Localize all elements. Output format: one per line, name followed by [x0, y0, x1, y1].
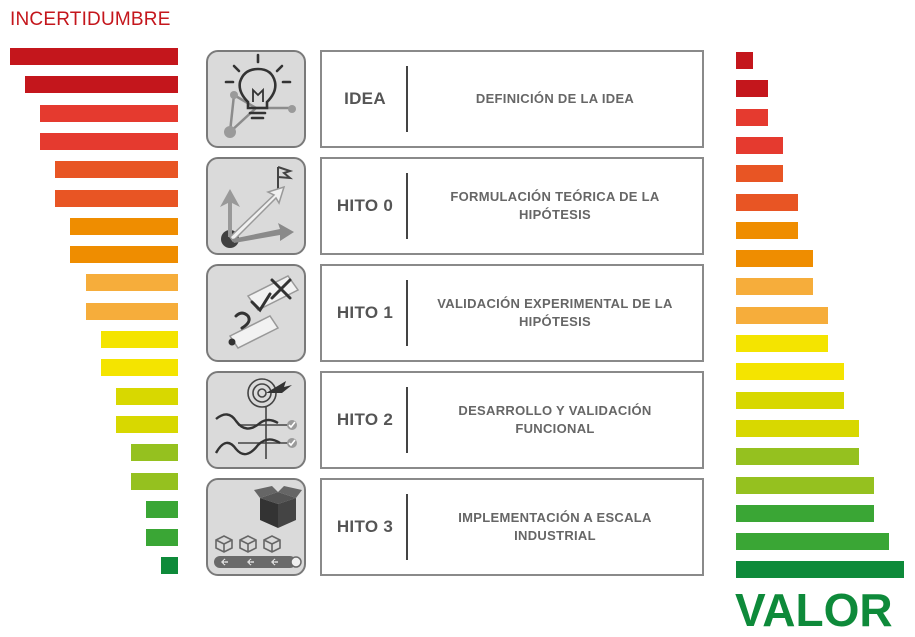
value-bar: [736, 561, 904, 578]
stage-description: DEFINICIÓN DE LA IDEA: [475, 91, 635, 106]
checklist-paper-icon-box: [206, 264, 306, 362]
stage-divider: [406, 66, 408, 132]
target-graph-icon-box: [206, 371, 306, 469]
stage-label: HITO 2: [336, 410, 394, 429]
stage-divider: [406, 280, 408, 346]
stage-divider: [406, 494, 408, 560]
uncertainty-title: INCERTIDUMBRE: [10, 9, 171, 30]
value-bar: [736, 222, 798, 239]
stage-description: FORMULACIÓN TEÓRICA DE LA HIPÓTESIS: [450, 189, 660, 222]
value-bar: [736, 307, 828, 324]
uncertainty-bar: [70, 218, 178, 235]
uncertainty-bar: [101, 359, 178, 376]
conveyor-boxes-icon: [208, 480, 304, 574]
uncertainty-bar: [55, 161, 178, 178]
uncertainty-bar: [25, 76, 178, 93]
flag-arrows-icon-box: [206, 157, 306, 255]
uncertainty-bar: [116, 388, 178, 405]
value-bar: [736, 392, 844, 409]
stage-description: VALIDACIÓN EXPERIMENTAL DE LA HIPÓTESIS: [437, 296, 673, 329]
conveyor-boxes-icon-box: [206, 478, 306, 576]
uncertainty-bar: [55, 190, 178, 207]
uncertainty-bar: [146, 501, 178, 518]
uncertainty-bar: [131, 473, 178, 490]
value-bar: [736, 448, 859, 465]
uncertainty-bar: [86, 303, 178, 320]
stage-description: IMPLEMENTACIÓN A ESCALA INDUSTRIAL: [458, 510, 652, 543]
lightbulb-icon-box: [206, 50, 306, 148]
stage-card-hito-0: [320, 157, 704, 255]
uncertainty-bar: [161, 557, 178, 574]
stage-label: HITO 3: [336, 517, 394, 536]
value-bar: [736, 194, 798, 211]
target-graph-icon: [208, 373, 304, 467]
value-bar: [736, 363, 844, 380]
stage-card-hito-3: [320, 478, 704, 576]
checklist-paper-icon: [208, 266, 304, 360]
value-bar: [736, 109, 768, 126]
stage-card-hito-1: [320, 264, 704, 362]
value-bar: [736, 533, 889, 550]
uncertainty-bar: [101, 331, 178, 348]
value-bar: [736, 52, 753, 69]
stage-divider: [406, 173, 408, 239]
value-bar: [736, 505, 874, 522]
stage-label: HITO 0: [336, 196, 394, 215]
uncertainty-bar: [70, 246, 178, 263]
stage-card-idea: [320, 50, 704, 148]
value-bar: [736, 165, 783, 182]
flag-arrows-icon: [208, 159, 304, 253]
uncertainty-bar: [146, 529, 178, 546]
uncertainty-bar: [86, 274, 178, 291]
value-title: VALOR: [735, 584, 893, 636]
uncertainty-bar: [40, 133, 178, 150]
stage-label: IDEA: [344, 89, 386, 108]
value-bar: [736, 80, 768, 97]
uncertainty-bar: [131, 444, 178, 461]
stage-label: HITO 1: [336, 303, 394, 322]
stage-description: DESARROLLO Y VALIDACIÓN FUNCIONAL: [458, 403, 652, 436]
value-bar: [736, 477, 874, 494]
value-bar: [736, 250, 813, 267]
value-bar: [736, 420, 859, 437]
stage-card-hito-2: [320, 371, 704, 469]
uncertainty-bar: [116, 416, 178, 433]
stage-divider: [406, 387, 408, 453]
lightbulb-icon: [208, 52, 304, 146]
value-bar: [736, 137, 783, 154]
uncertainty-bar: [40, 105, 178, 122]
value-bar: [736, 335, 828, 352]
uncertainty-bar: [10, 48, 178, 65]
value-bar: [736, 278, 813, 295]
